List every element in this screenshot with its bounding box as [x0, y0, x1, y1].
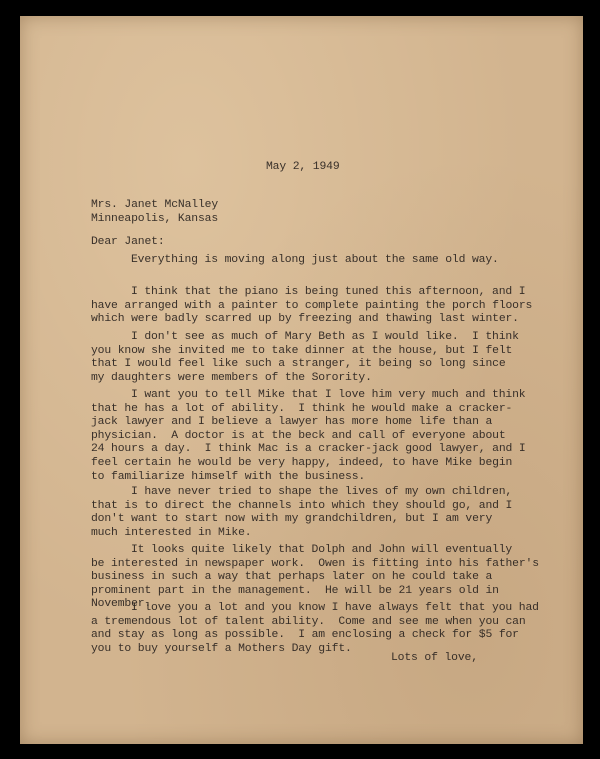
paragraph-line: I want you to tell Mike that I love him very much and think	[131, 389, 526, 401]
paragraph-line: I love you a lot and you know I have always felt that you had	[131, 602, 539, 614]
paragraph	[91, 254, 499, 268]
paragraph-line: be interested in newspaper work. Owen is fitting into his father's	[91, 557, 539, 570]
paragraph-line: I have never tried to shape the lives of my own children,	[131, 486, 513, 498]
paragraph-line: Everything is moving along just about the same old way.	[131, 254, 499, 266]
paragraph	[91, 602, 539, 656]
paragraph-line: a tremendous lot of talent ability. Come and see me when you can	[91, 615, 526, 628]
paragraph-line: that I would feel like such a stranger, it being so long since	[91, 358, 506, 371]
paragraph	[91, 286, 532, 327]
recipient-city: Minneapolis, Kansas	[91, 212, 219, 225]
paragraph-line: I don't see as much of Mary Beth as I would like. I think	[131, 331, 519, 343]
paragraph-line: physician. A doctor is at the beck and call of everyone about	[91, 429, 506, 442]
paragraph-line: that he has a lot of ability. I think he would make a cracker-	[91, 402, 513, 415]
paragraph-line: business in such a way that perhaps later on he could take a	[91, 571, 493, 584]
paragraph-line: much interested in Mike.	[91, 526, 252, 539]
recipient-name: Mrs. Janet McNalley	[91, 199, 219, 211]
paragraph-line: and stay as long as possible. I am enclosing a check for $5 for	[91, 629, 519, 642]
paragraph-line: which were badly scarred up by freezing and thawing last winter.	[91, 313, 519, 326]
paragraph-line: you to buy yourself a Mothers Day gift.	[91, 642, 352, 655]
paragraph-line: feel certain he would be very happy, indeed, to have Mike begin	[91, 456, 513, 469]
paragraph	[91, 331, 519, 385]
recipient-address-block	[91, 199, 218, 226]
paragraph	[91, 486, 512, 540]
letter-date: May 2, 1949	[266, 161, 340, 173]
paragraph-line: It looks quite likely that Dolph and John will eventually	[131, 544, 513, 556]
paragraph-line: to familiarize himself with the business.	[91, 470, 366, 483]
paragraph-line: my daughters were members of the Sorority.	[91, 371, 372, 384]
paragraph-line: I think that the piano is being tuned this afternoon, and I	[131, 286, 526, 298]
letter-page	[20, 16, 583, 744]
paragraph-line: jack lawyer and I believe a lawyer has more home life than a	[91, 416, 493, 429]
paragraph	[91, 389, 526, 484]
paragraph-line: 24 hours a day. I think Mac is a cracker-jack good lawyer, and I	[91, 443, 526, 456]
paragraph-line: prominent part in the management. He will be 21 years old in	[91, 584, 499, 597]
paragraph-line: have arranged with a painter to complete painting the porch floors	[91, 299, 533, 312]
paragraph-line: that is to direct the channels into which they should go, and I	[91, 499, 513, 512]
closing: Lots of love,	[391, 652, 478, 664]
paragraph-line: don't want to start now with my grandchildren, but I am very	[91, 513, 493, 526]
paragraph-line: November.	[91, 598, 152, 611]
salutation: Dear Janet:	[91, 236, 165, 248]
paragraph-line: you know she invited me to take dinner at the house, but I felt	[91, 344, 513, 357]
